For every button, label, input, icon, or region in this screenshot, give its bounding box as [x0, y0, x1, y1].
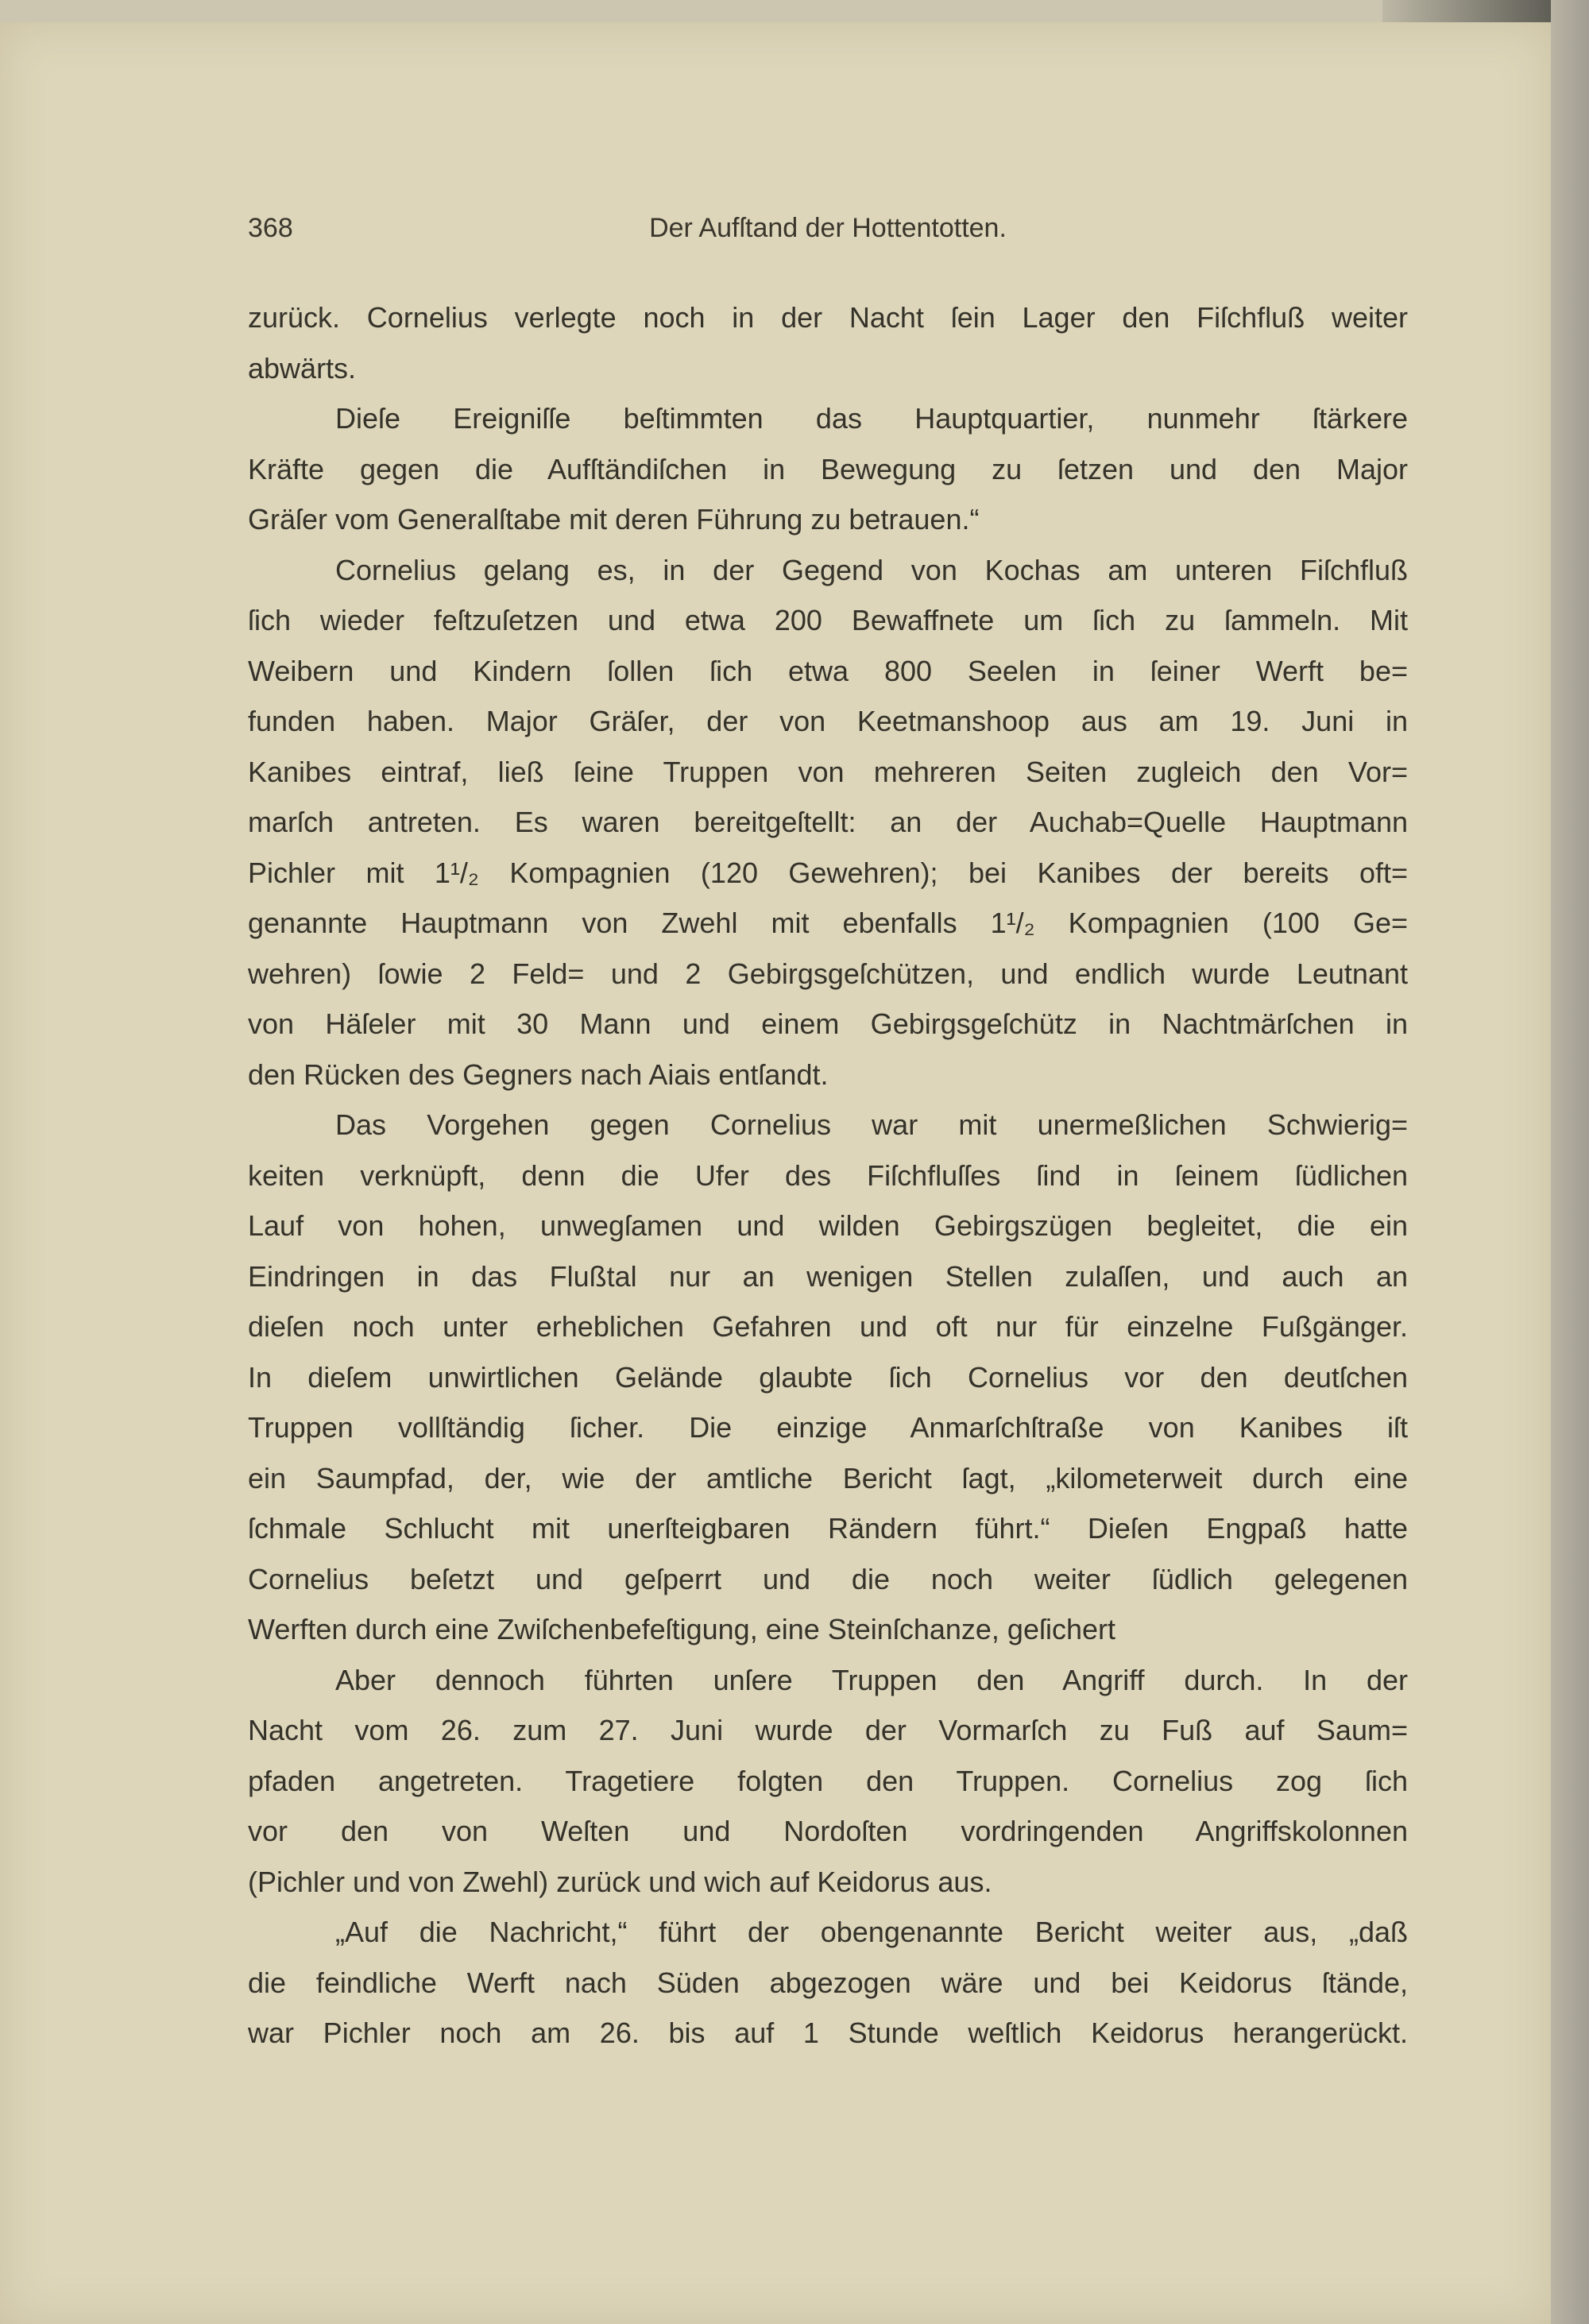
text-line: Lauf von hohen, unwegſamen und wilden Gebirgszügen begleitet, die ein: [248, 1209, 1408, 1242]
text-line: keiten verknüpft, denn die Ufer des Fiſchfluſſes ſind in ſeinem ſüdlichen: [248, 1158, 1408, 1192]
text-line: (Pichler und von Zwehl) zurück und wich auf Keidorus aus.: [248, 1865, 992, 1898]
text-line: Werften durch eine Zwiſchenbefeſtigung, eine Steinſchanze, geſichert: [248, 1613, 1115, 1645]
text-line: wehren) ſowie 2 Feld= und 2 Gebirgsgeſchützen, und endlich wurde Leutnant: [248, 957, 1408, 990]
text-line: vor den von Weſten und Nordoſten vordringenden Angriffskolonnen: [248, 1815, 1408, 1847]
text-line: Truppen vollſtändig ſicher. Die einzige Anmarſchſtraße von Kanibes iſt: [248, 1411, 1408, 1444]
running-title: Der Aufſtand der Hottentotten.: [649, 213, 1007, 243]
text-line: die feindliche Werft nach Süden abgezogen wäre und bei Keidorus ſtände,: [248, 1966, 1408, 1999]
text-line: war Pichler noch am 26. bis auf 1 Stunde weſtlich Keidorus herangerückt.: [248, 2017, 1408, 2049]
text-line: Das Vorgehen gegen Cornelius war mit unermeßlichen Schwierig=: [335, 1108, 1408, 1141]
text-line: zurück. Cornelius verlegte noch in der Nacht ſein Lager den Fiſchfluß weiter: [248, 301, 1408, 334]
text-line: Weibern und Kindern ſollen ſich etwa 800 Seelen in ſeiner Werft be=: [248, 654, 1408, 687]
text-line: Cornelius beſetzt und geſperrt und die noch weiter ſüdlich gelegenen: [248, 1562, 1408, 1595]
text-line: ein Saumpfad, der, wie der amtliche Bericht ſagt, „kilometerweit durch eine: [248, 1461, 1408, 1495]
text-line: Aber dennoch führten unſere Truppen den Angriff durch. In der: [335, 1663, 1408, 1696]
text-line: marſch antreten. Es waren bereitgeſtellt: an der Auchab=Quelle Hauptmann: [248, 806, 1408, 838]
text-line: von Häſeler mit 30 Mann und einem Gebirgsgeſchütz in Nachtmärſchen in: [248, 1007, 1408, 1040]
text-line: Cornelius gelang es, in der Gegend von Kochas am unteren Fiſchfluß: [335, 553, 1408, 586]
scan-right-edge: [1551, 0, 1589, 2324]
text-line: funden haben. Major Gräſer, der von Keetmanshoop aus am 19. Juni in: [248, 705, 1408, 737]
text-line: Kräfte gegen die Aufſtändiſchen in Bewegung zu ſetzen und den Major: [248, 452, 1408, 485]
text-line: den Rücken des Gegners nach Aiais entſandt.: [248, 1058, 829, 1091]
paragraph: [248, 393, 1408, 545]
text-line: ſchmale Schlucht mit unerſteigbaren Rändern führt.“ Dieſen Engpaß hatte: [248, 1512, 1408, 1545]
paragraph: [248, 292, 1408, 393]
paragraph: [248, 1100, 1408, 1655]
text-line: dieſen noch unter erheblichen Gefahren und oft nur für einzelne Fußgänger.: [248, 1310, 1408, 1343]
paragraph: [248, 1655, 1408, 1908]
text-line: Dieſe Ereigniſſe beſtimmten das Hauptquartier, nunmehr ſtärkere: [335, 402, 1408, 435]
text-line: genannte Hauptmann von Zwehl mit ebenfalls 1¹/₂ Kompagnien (100 Ge=: [248, 907, 1408, 939]
text-line: Nacht vom 26. zum 27. Juni wurde der Vormarſch zu Fuß auf Saum=: [248, 1714, 1408, 1746]
text-line: ſich wieder feſtzuſetzen und etwa 200 Bewaffnete um ſich zu ſammeln. Mit: [248, 604, 1408, 636]
text-line: Gräſer vom Generalſtabe mit deren Führung zu betrauen.“: [248, 503, 980, 536]
text-line: abwärts.: [248, 351, 357, 385]
text-line: Pichler mit 1¹/₂ Kompagnien (120 Gewehren); bei Kanibes der bereits oft=: [248, 856, 1408, 889]
paragraph: [248, 545, 1408, 1100]
paragraph: [248, 1907, 1408, 2059]
text-line: In dieſem unwirtlichen Gelände glaubte ſich Cornelius vor den deutſchen: [248, 1360, 1408, 1394]
body-text: [248, 292, 1408, 2059]
running-header: [248, 213, 1408, 253]
text-line: Eindringen in das Flußtal nur an wenigen Stellen zulaſſen, und auch an: [248, 1259, 1408, 1293]
page-number: 368: [248, 213, 293, 243]
text-line: pfaden angetreten. Tragetiere folgten den Truppen. Cornelius zog ſich: [248, 1764, 1408, 1797]
scan-top-edge: [0, 0, 1589, 22]
text-line: „Auf die Nachricht,“ führt der obengenannte Bericht weiter aus, „daß: [335, 1916, 1408, 1948]
text-line: Kanibes eintraf, ließ ſeine Truppen von mehreren Seiten zugleich den Vor=: [248, 755, 1408, 788]
